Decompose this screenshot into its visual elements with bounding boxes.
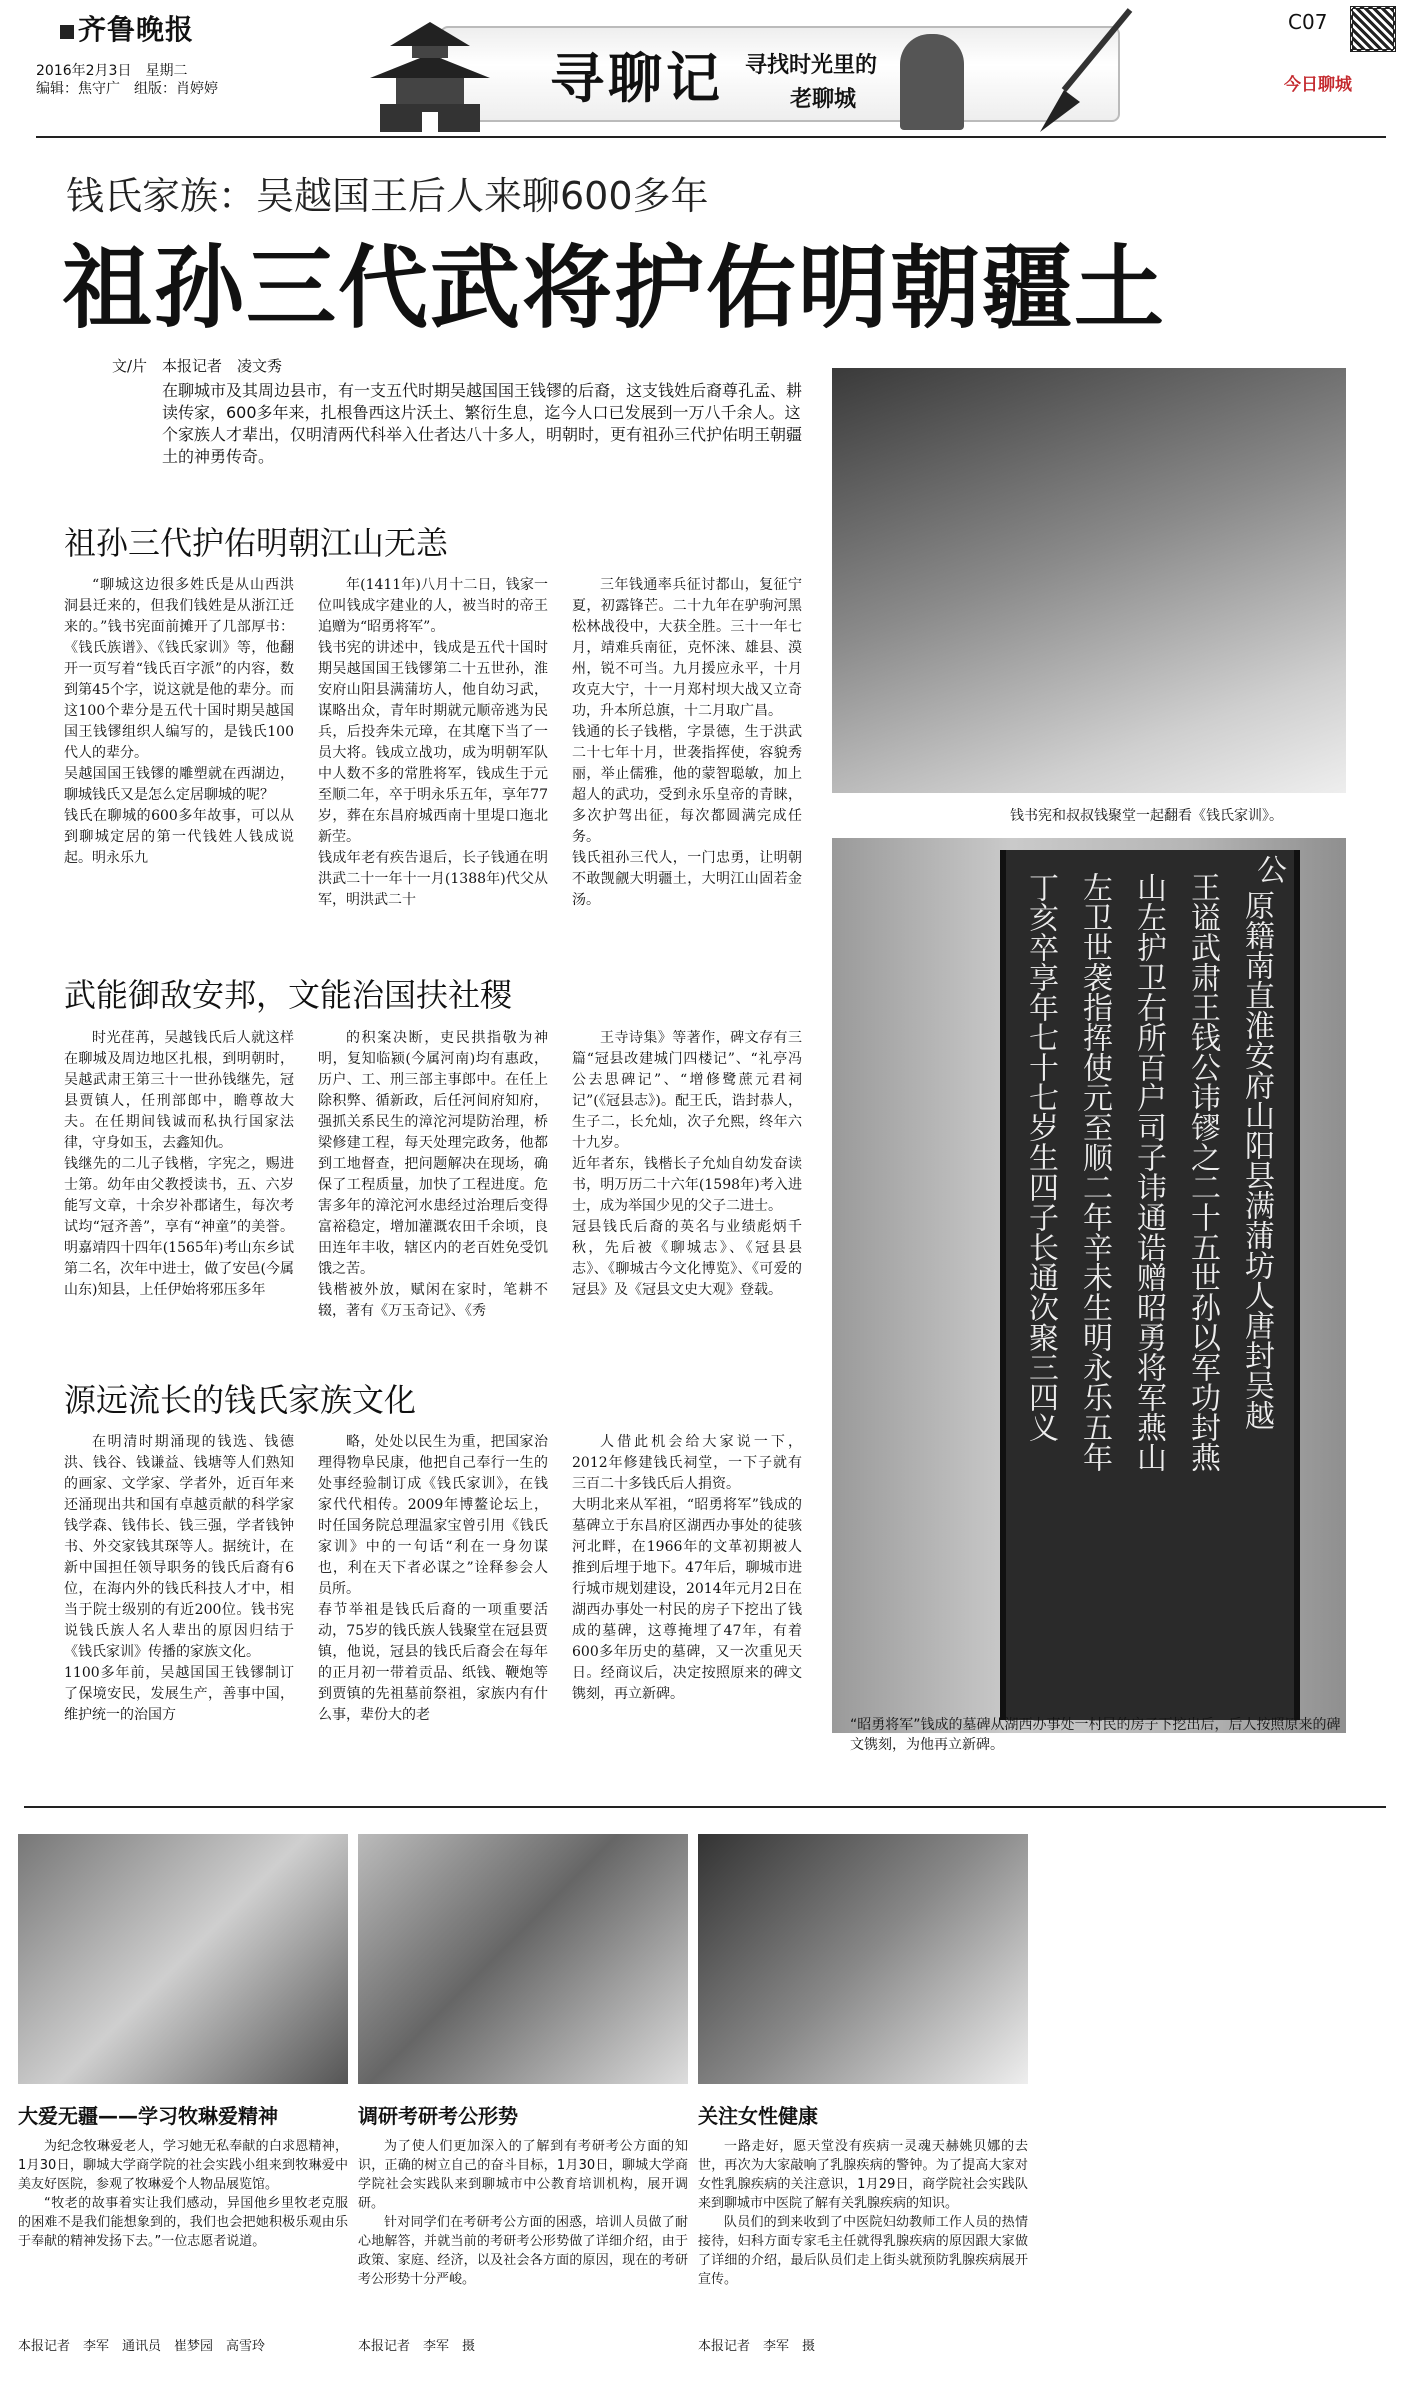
- brief-2-paragraph-2: 针对同学们在考研考公方面的困惑，培训人员做了耐心地解答，并就当前的考研考公形势做了详细介绍，由于政策、家庭、经济，以及社会各方面的原因，现在的考研考公形势十分严峻。: [358, 2215, 688, 2287]
- section-heading-2: 武能御敌安邦，文能治国扶社稷: [64, 976, 513, 1014]
- drum-tower-icon: [360, 14, 500, 134]
- stele-line-3: 山左护卫右所百户司子讳通诰赠昭勇将军燕山: [1131, 872, 1166, 1472]
- section-heading-3: 源远流长的钱氏家族文化: [64, 1381, 417, 1419]
- stele-line-1: 原籍南直淮安府山阳县满蒲坊人唐封吴越: [1239, 890, 1274, 1430]
- section-1-column-3: 三年钱通率兵征讨都山，复征宁夏，初露锋芒。二十九年在驴驹河黑松林战役中，大获全胜。三十一年七月，靖难兵南征，克怀涞、雄县、漠州，锐不可当。九月援应永平，十月攻克大宁，十一月郑村坝大战又立奇功，升本所总旗，十二月取广昌。 钱通的长子钱楷，字景德，生于洪武二十七年十月，世袭指挥使，容貌秀丽，举止儒雅，他的蒙智聪敏，加上超人的武功，受到永乐皇帝的青睐，多次护驾出征，每次都圆满完成任务。 钱氏祖孙三代人，一门忠勇，让明朝不敢觊觎大明疆土，大明江山固若金汤。: [572, 577, 802, 908]
- page-number: C07: [1288, 10, 1328, 34]
- stele-line-4: 左卫世袭指挥使元至顺二年辛未生明永乐五年: [1077, 872, 1112, 1472]
- issue-date: 2016年2月3日 星期二: [36, 63, 188, 79]
- brief-3-paragraph-2: 队员们的到来收到了中医院妇幼教师工作人员的热情接待，妇科方面专家毛主任就得乳腺疾病的原因跟大家做了详细的介绍，最后队员们走上街头就预防乳腺疾病展开宣传。: [698, 2215, 1028, 2287]
- section-2-column-2: 的积案决断，吏民拱指敬为神明，复知临颍(今属河南)均有惠政，历户、工、刑三部主事郎中。在任上除积弊、循新政，后任河间府知府，强抓关系民生的漳沱河堤防治理，桥梁修建工程，每天处理完政务，他都到工地督查，把问题解决在现场，确保了工程质量，加快了工程进度。危害多年的漳沱河水患经过治理后变得富裕稳定，增加灌溉农田千余顷，良田连年丰收，辖区内的老百姓免受饥饿之苦。 钱楷被外放，赋闲在家时，笔耕不辍，著有《万玉奇记》、《秀: [318, 1030, 548, 1319]
- section-1-column-2: 年(1411年)八月十二日，钱家一位叫钱成字建业的人，被当时的帝王追赠为“昭勇将军”。 钱书宪的讲述中，钱成是五代十国时期吴越国国王钱镠第二十五世孙，淮安府山阳县满蒲坊人，他自幼习武，谋略出众，青年时期就元顺帝逃为民兵，后投奔朱元璋，在其麾下当了一员大将。钱成立战功，成为明朝军队中人数不多的常胜将军，钱成生于元至顺二年，卒于明永乐五年，享年77岁，葬在东昌府城西南十里堤口迤北新茔。 钱成年老有疾告退后，长子钱通在明洪武二十一年十一月(1388年)代父从军，明洪武二十: [318, 577, 548, 908]
- article-headline: 祖孙三代武将护佑明朝疆土: [62, 236, 1166, 341]
- brief-credit-1: 本报记者 李军 通讯员 崔梦园 高雪玲: [18, 2339, 266, 2354]
- brief-title-2: 调研考研考公形势: [358, 2104, 518, 2128]
- brush-icon: [1020, 6, 1140, 134]
- column-banner: [360, 6, 1160, 134]
- section-2-column-3: 王寺诗集》等著作，碑文存有三篇“冠县改建城门四楼记”、“礼亭冯公去思碑记”、“增修鹭蔗元君祠记”(《冠县志》)。配王氏，诰封恭人，生子二，长允灿，次子允熙，终年六十九岁。 近年者东，钱楷长子允灿自幼发奋读书，明万历二十六年(1598年)考入进士，成为举国少见的父子二进士。 冠县钱氏后裔的英名与业绩彪炳千秋，先后被《聊城志》、《冠县县志》、《聊城古今文化博览》、《可爱的冠县》及《冠县文史大观》登载。: [572, 1030, 802, 1298]
- editor-line: 编辑：焦守广 组版：肖婷婷: [36, 81, 218, 97]
- stele-line-5: 丁亥卒享年七十七岁生四子长通次聚三四义: [1023, 872, 1058, 1442]
- article-lead: 在聊城市及其周边县市，有一支五代时期吴越国国王钱镠的后裔，这支钱姓后裔尊孔孟、耕读传家，600多年来，扎根鲁西这片沃土、繁衍生息，迄今人口已发展到一万八千余人。这个家族人才辈出，仅明清两代科举入仕者达八十多人，明朝时，更有祖孙三代护佑明王朝疆土的神勇传奇。: [162, 381, 803, 466]
- photo-reading-family-instructions: [832, 368, 1346, 793]
- seal-icon: [60, 25, 74, 39]
- brief-3-paragraph-1: 一路走好，愿天堂没有疾病一灵魂天赫姚贝娜的去世，再次为大家敲响了乳腺疾病的警钟。为了提高大家对女性乳腺疾病的关注意识，1月29日，商学院社会实践队来到聊城市中医院了解有关乳腺疾病的知识。: [698, 2139, 1028, 2211]
- brief-photo-2: [358, 1834, 688, 2084]
- brief-2-paragraph-1: 为了使人们更加深入的了解到有考研考公方面的知识，正确的树立自己的奋斗目标，1月30日，聊城大学商学院社会实践队来到聊城市中公教育培训机构，展开调研。: [358, 2139, 688, 2211]
- section-2-column-1: 时光荏苒，吴越钱氏后人就这样在聊城及周边地区扎根，到明朝时，吴越武肃王第三十一世孙钱继先，冠县贾镇人，任刑部郎中，瞻尊故大夫。在任期间钱诚而私执行国家法律，守身如玉，去鑫知仇。 钱继先的二儿子钱楷，字宪之，赐进士第。幼年由父教授读书，五、六岁能写文章，十余岁补郡诸生，每次考试均“冠齐善”，享有“神童”的美誉。明嘉靖四十四年(1565年)考山东乡试第二名，次年中进士，做了安邑(今属山东)知县，上任伊始将邪压多年: [64, 1030, 294, 1298]
- brief-photo-3: [698, 1834, 1028, 2084]
- brief-body-3: [698, 2137, 1028, 2289]
- brief-1-paragraph-2: “牧老的故事着实让我们感动，异国他乡里牧老克服的困难不是我们能想象到的，我们也会把她积极乐观由乐于奉献的精神发扬下去。”一位志愿者说道。: [18, 2196, 348, 2249]
- section-3-column-3: 人借此机会给大家说一下，2012年修建钱氏祠堂，一下子就有三百二十多钱氏后人捐资。 大明北来从军祖，“昭勇将军”钱成的墓碑立于东昌府区湖西办事处的徒骇河北畔，在1966年的文革初期被人推到后埋于地下。47年后，聊城市进行城市规划建设，2014年元月2日在湖西办事处一村民的房子下挖出了钱成的墓碑，这尊掩埋了47年，有着600多年历史的墓碑，又一次重见天日。经商议后，决定按照原来的碑文镌刻，再立新碑。: [572, 1434, 802, 1702]
- paper-name: 齐鲁晚报: [78, 13, 195, 46]
- column-tagline-2: 老聊城: [790, 87, 857, 112]
- brief-body-2: [358, 2137, 688, 2289]
- brief-body-1: [18, 2137, 348, 2251]
- tombstone-stele: [1000, 850, 1300, 1720]
- brief-credit-3: 本报记者 李军 摄: [698, 2339, 816, 2354]
- article-subtitle: 钱氏家族：吴越国王后人来聊600多年: [66, 174, 709, 218]
- brief-credit-2: 本报记者 李军 摄: [358, 2339, 476, 2354]
- stele-line-2: 王谥武肃王钱公讳镠之二十五世孙以军功封燕: [1185, 872, 1220, 1472]
- section-1-column-1: “聊城这边很多姓氏是从山西洪洞县迁来的，但我们钱姓是从浙江迁来的。”钱书宪面前摊开了几部厚书：《钱氏族谱》、《钱氏家训》等，他翻开一页写着“钱氏百字派”的内容，数到第45个字，说这就是他的辈分。而这100个辈分是五代十国时期吴越国国王钱镠组织人编写的，是钱氏100代人的辈分。 吴越国国王钱镠的雕塑就在西湖边，聊城钱氏又是怎么定居聊城的呢？ 钱氏在聊城的600多年故事，可以从到聊城定居的第一代钱姓人钱成说起。明永乐九: [64, 577, 294, 866]
- section-3-column-2: 略，处处以民生为重，把国家治理得物阜民康，他把自己奉行一生的处事经验制订成《钱氏家训》，在钱家代代相传。2009年博鳌论坛上，时任国务院总理温家宝曾引用《钱氏家训》中的一句话“利在一身勿谋也，利在天下者必谋之”诠释参会人员所。 春节举祖是钱氏后裔的一项重要活动，75岁的钱氏族人钱聚堂在冠县贾镇，他说，冠县的钱氏后裔会在每年的正月初一带着贡品、纸钱、鞭炮等到贾镇的先祖墓前祭祖，家族内有什么事，辈份大的老: [318, 1434, 548, 1723]
- article-byline: 文/片 本报记者 凌文秀: [112, 357, 283, 375]
- brief-title-3: 关注女性健康: [698, 2104, 818, 2128]
- corner-ornament-icon: [1350, 6, 1396, 52]
- section-divider: [24, 1806, 1386, 1808]
- brief-photo-1: [18, 1834, 348, 2084]
- header-divider: [36, 136, 1386, 138]
- section-3-column-1: 在明清时期涌现的钱选、钱德洪、钱谷、钱谦益、钱塘等人们熟知的画家、文学家、学者外，近百年来还涌现出共和国有卓越贡献的科学家钱学森、钱伟长、钱三强，学者钱钟书、外交家钱其琛等人。据统计，在新中国担任领导职务的钱氏后裔有6位，在海内外的钱氏科技人才中，相当于院士级别的有近200位。钱书宪说钱氏族人名人辈出的原因归结于《钱氏家训》传播的家族文化。 1100多年前，吴越国国王钱镠制订了保境安民，发展生产，善事中国，维护统一的治国方: [64, 1434, 294, 1723]
- section-heading-1: 祖孙三代护佑明朝江山无恙: [64, 524, 449, 562]
- brief-title-1: 大爱无疆——学习牧琳爱精神: [18, 2104, 278, 2128]
- photo-caption-1: 钱书宪和叔叔钱聚堂一起翻看《钱氏家训》。: [1010, 808, 1283, 824]
- stele-top-char: 公: [1251, 854, 1286, 884]
- brief-1-paragraph-1: 为纪念牧琳爱老人，学习她无私奉献的白求恩精神，1月30日，聊城大学商学院的社会实践小组来到牧琳爱中美友好医院，参观了牧琳爱个人物品展览馆。: [18, 2139, 348, 2192]
- columnist-avatar: [900, 34, 964, 130]
- column-brand: 寻聊记: [550, 47, 724, 110]
- section-name: 今日聊城: [1284, 75, 1352, 95]
- photo-caption-2: “昭勇将军”钱成的墓碑从湖西办事处一村民的房子下挖出后，后人按照原来的碑文镌刻，为他再立新碑。: [850, 1717, 1341, 1753]
- column-tagline: 寻找时光里的: [745, 53, 878, 78]
- newspaper-logo: [60, 8, 194, 48]
